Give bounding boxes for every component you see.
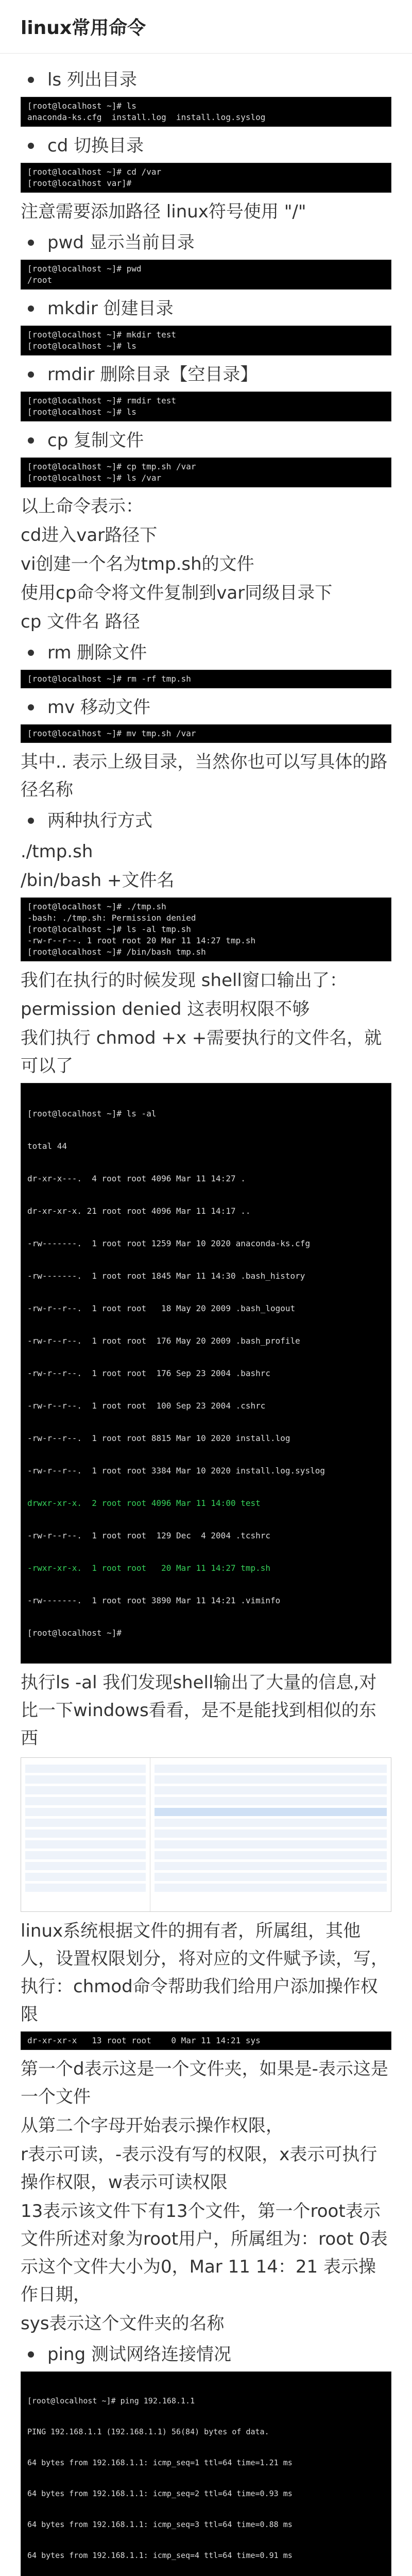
terminal-line: /root xyxy=(27,275,53,285)
terminal-pwd xyxy=(21,260,391,290)
file-row xyxy=(154,1884,387,1892)
terminal-line: total 44 xyxy=(27,1141,67,1151)
terminal-line: -rw-r--r--. 1 root root 176 May 20 2009 .bash_profile xyxy=(27,1336,300,1346)
file-row-selected xyxy=(154,1808,387,1816)
terminal-line: [root@localhost ~]# xyxy=(27,1628,122,1638)
bullet-dot xyxy=(28,240,34,246)
terminal-line: [root@localhost ~]# mv tmp.sh /var xyxy=(27,728,196,738)
owner-explain: linux系统根据文件的拥有者，所属组，其他人，设置权限划分，将对应的文件赋予读，写，执行：chmod命令帮助我们给用户添加操作权限 xyxy=(21,1921,388,2025)
nav-row xyxy=(25,1786,146,1794)
terminal-line: -rw-r--r--. 1 root root 8815 Mar 10 2020 install.log xyxy=(27,1433,290,1443)
exec-way-1: ./tmp.sh xyxy=(21,841,93,862)
terminal-line: 64 bytes from 192.168.1.1: icmp_seq=2 ttl=64 time=0.93 ms xyxy=(27,2489,293,2498)
terminal-line: anaconda-ks.cfg install.log install.log.syslog xyxy=(27,112,266,122)
terminal-line: 64 bytes from 192.168.1.1: icmp_seq=4 ttl=64 time=0.91 ms xyxy=(27,2551,293,2560)
terminal-line: -bash: ./tmp.sh: Permission denied xyxy=(27,913,196,923)
lsal-explain: 执行ls -al 我们发现shell输出了大量的信息,对比一下windows看看，是不是能找到相似的东西 xyxy=(21,1672,377,1749)
bullet-dot xyxy=(28,371,34,378)
terminal-line: PING 192.168.1.1 (192.168.1.1) 56(84) bytes of data. xyxy=(27,2427,269,2436)
terminal-ls xyxy=(21,97,391,127)
terminal-line: dr-xr-xr-x 13 root root 0 Mar 11 14:21 sys xyxy=(27,2036,261,2045)
bullet-mv xyxy=(21,693,391,721)
terminal-cd xyxy=(21,163,391,193)
terminal-line: -rw-------. 1 root root 1845 Mar 11 14:30 .bash_history xyxy=(27,1271,305,1281)
terminal-mkdir xyxy=(21,326,391,355)
nav-row xyxy=(25,1862,146,1870)
bullet-dot xyxy=(28,650,34,656)
terminal-line: [root@localhost ~]# ./tmp.sh xyxy=(27,902,166,911)
bullet-rm xyxy=(21,639,391,667)
explorer-file-pane xyxy=(150,1758,391,1911)
terminal-line: [root@localhost ~]# cd /var xyxy=(27,167,162,177)
terminal-mv xyxy=(21,724,391,743)
terminal-line: -rw-r--r--. 1 root root 18 May 20 2009 .bash_logout xyxy=(27,1303,296,1313)
terminal-line: [root@localhost ~]# mkdir test xyxy=(27,330,176,340)
bullet-text: cd 切换目录 xyxy=(47,135,144,156)
nav-row xyxy=(25,1797,146,1805)
file-row xyxy=(154,1851,387,1859)
bullet-cd xyxy=(21,132,391,160)
terminal-line: -rwxr-xr-x. 1 root root 20 Mar 11 14:27 tmp.sh xyxy=(27,1563,271,1573)
terminal-line: 64 bytes from 192.168.1.1: icmp_seq=1 ttl=64 time=1.21 ms xyxy=(27,2458,293,2467)
file-row xyxy=(154,1862,387,1870)
perm-detail-4: 13表示该文件下有13个文件，第一个root表示文件所述对象为root用户，所属组为：root 0表示这个文件大小为0，Mar 11 14：21 表示操作日期， xyxy=(21,2201,388,2305)
terminal-line: -rw-------. 1 root root 1259 Mar 10 2020 anaconda-ks.cfg xyxy=(27,1239,311,1248)
terminal-line: [root@localhost ~]# ping 192.168.1.1 xyxy=(27,2396,195,2405)
nav-row xyxy=(25,1765,146,1773)
bullet-text: mv 移动文件 xyxy=(47,697,151,718)
terminal-line: -rw-r--r--. 1 root root 100 Sep 23 2004 .cshrc xyxy=(27,1401,266,1411)
terminal-line: [root@localhost ~]# cp tmp.sh /var xyxy=(27,462,196,471)
terminal-line: dr-xr-x---. 4 root root 4096 Mar 11 14:27 . xyxy=(27,1174,246,1183)
cp-explain-2: cd进入var路径下 xyxy=(21,525,158,546)
nav-row xyxy=(25,1873,146,1881)
terminal-ping xyxy=(21,2371,391,2576)
terminal-cp xyxy=(21,457,391,487)
file-row xyxy=(154,1775,387,1784)
bullet-dot xyxy=(28,2351,34,2358)
bullet-dot xyxy=(28,437,34,444)
terminal-line: 64 bytes from 192.168.1.1: icmp_seq=3 ttl=64 time=0.88 ms xyxy=(27,2520,293,2529)
perm-detail-3: r表示可读，-表示没有写的权限，x表示可执行操作权限，w表示可读权限 xyxy=(21,2144,377,2193)
bullet-pwd xyxy=(21,229,391,257)
bullet-exec xyxy=(21,807,391,835)
nav-row xyxy=(25,1829,146,1838)
file-row xyxy=(154,1786,387,1794)
explorer-nav-pane xyxy=(21,1758,150,1911)
cp-explain-4: 使用cp命令将文件复制到var同级目录下 xyxy=(21,583,333,603)
bullet-text: ls 列出目录 xyxy=(47,70,137,90)
bullet-mkdir xyxy=(21,295,391,323)
bullet-cp xyxy=(21,427,391,454)
file-row xyxy=(154,1765,387,1773)
bullet-text: rmdir 删除目录【空目录】 xyxy=(47,364,258,385)
terminal-line: [root@localhost var]# xyxy=(27,178,132,188)
terminal-line: [root@localhost ~]# ls -al xyxy=(27,1109,157,1118)
bullet-dot xyxy=(28,143,34,149)
exec-way-2: /bin/bash +文件名 xyxy=(21,870,175,891)
terminal-line: [root@localhost ~]# ls xyxy=(27,407,136,417)
bullet-dot xyxy=(28,818,34,824)
bullet-rmdir xyxy=(21,361,391,388)
cp-explain-1: 以上命令表示： xyxy=(21,496,143,517)
bullet-text: cp 复制文件 xyxy=(47,430,144,451)
cp-explain-3: vi创建一个名为tmp.sh的文件 xyxy=(21,554,254,574)
nav-row xyxy=(25,1819,146,1827)
terminal-line: [root@localhost ~]# ls /var xyxy=(27,473,162,483)
terminal-line: -rw-r--r--. 1 root root 20 Mar 11 14:27 tmp.sh xyxy=(27,936,256,945)
bullet-text: rm 删除文件 xyxy=(47,642,147,663)
terminal-rm xyxy=(21,670,391,688)
perm-detail-2: 从第二个字母开始表示操作权限， xyxy=(21,2115,283,2136)
file-row xyxy=(154,1840,387,1849)
perm-explain-2: permission denied 这表明权限不够 xyxy=(21,999,310,1020)
page-header xyxy=(0,0,412,54)
perm-detail-5: sys表示这个文件夹的名称 xyxy=(21,2313,225,2334)
article-body xyxy=(0,54,412,2576)
terminal-line: [root@localhost ~]# ls -al tmp.sh xyxy=(27,924,191,934)
terminal-line: [root@localhost ~]# /bin/bash tmp.sh xyxy=(27,947,206,957)
terminal-line: -rw-------. 1 root root 3890 Mar 11 14:21 .viminfo xyxy=(27,1596,281,1605)
bullet-text: pwd 显示当前目录 xyxy=(47,232,195,253)
terminal-line: [root@localhost ~]# ls xyxy=(27,341,136,351)
nav-row xyxy=(25,1840,146,1849)
terminal-line: [root@localhost ~]# rmdir test xyxy=(27,396,176,405)
windows-explorer-screenshot xyxy=(21,1757,391,1912)
nav-row xyxy=(25,1775,146,1784)
terminal-line: [root@localhost ~]# ls xyxy=(27,101,136,111)
mv-explain: 其中.. 表示上级目录，当然你也可以写具体的路径名称 xyxy=(21,752,388,800)
bullet-text: ping 测试网络连接情况 xyxy=(47,2344,231,2365)
bullet-ls xyxy=(21,66,391,94)
terminal-rmdir xyxy=(21,392,391,421)
terminal-line: -rw-r--r--. 1 root root 176 Sep 23 2004 .bashrc xyxy=(27,1368,271,1378)
bullet-text: 两种执行方式 xyxy=(47,810,152,831)
perm-detail-1: 第一个d表示这是一个文件夹，如果是-表示这是一个文件 xyxy=(21,2059,388,2107)
file-row xyxy=(154,1797,387,1805)
nav-row xyxy=(25,1808,146,1816)
nav-row xyxy=(25,1851,146,1859)
terminal-line: -rw-r--r--. 1 root root 3384 Mar 10 2020 install.log.syslog xyxy=(27,1466,325,1476)
bullet-dot xyxy=(28,77,34,83)
bullet-dot xyxy=(28,306,34,312)
cp-explain-5: cp 文件名 路径 xyxy=(21,612,140,632)
terminal-line: dr-xr-xr-x. 21 root root 4096 Mar 11 14:17 .. xyxy=(27,1206,251,1216)
terminal-ls-al xyxy=(21,1083,391,1664)
bullet-text: mkdir 创建目录 xyxy=(47,298,174,319)
page-title: linux常用命令 xyxy=(21,18,146,39)
terminal-line: [root@localhost ~]# rm -rf tmp.sh xyxy=(27,674,191,684)
perm-explain-3: 我们执行 chmod +x +需要执行的文件名，就可以了 xyxy=(21,1028,382,1076)
cd-note: 注意需要添加路径 linux符号使用 "/" xyxy=(21,201,306,222)
nav-row xyxy=(25,1884,146,1892)
terminal-perm-line xyxy=(21,2031,391,2050)
perm-explain-1: 我们在执行的时候发现 shell窗口输出了： xyxy=(21,970,347,991)
file-row xyxy=(154,1873,387,1881)
file-row xyxy=(154,1829,387,1838)
bullet-ping xyxy=(21,2341,391,2368)
bullet-dot xyxy=(28,704,34,710)
file-row xyxy=(154,1819,387,1827)
terminal-line: [root@localhost ~]# pwd xyxy=(27,264,142,274)
terminal-exec xyxy=(21,897,391,961)
terminal-line: drwxr-xr-x. 2 root root 4096 Mar 11 14:00 test xyxy=(27,1498,261,1508)
terminal-line: -rw-r--r--. 1 root root 129 Dec 4 2004 .tcshrc xyxy=(27,1531,271,1540)
